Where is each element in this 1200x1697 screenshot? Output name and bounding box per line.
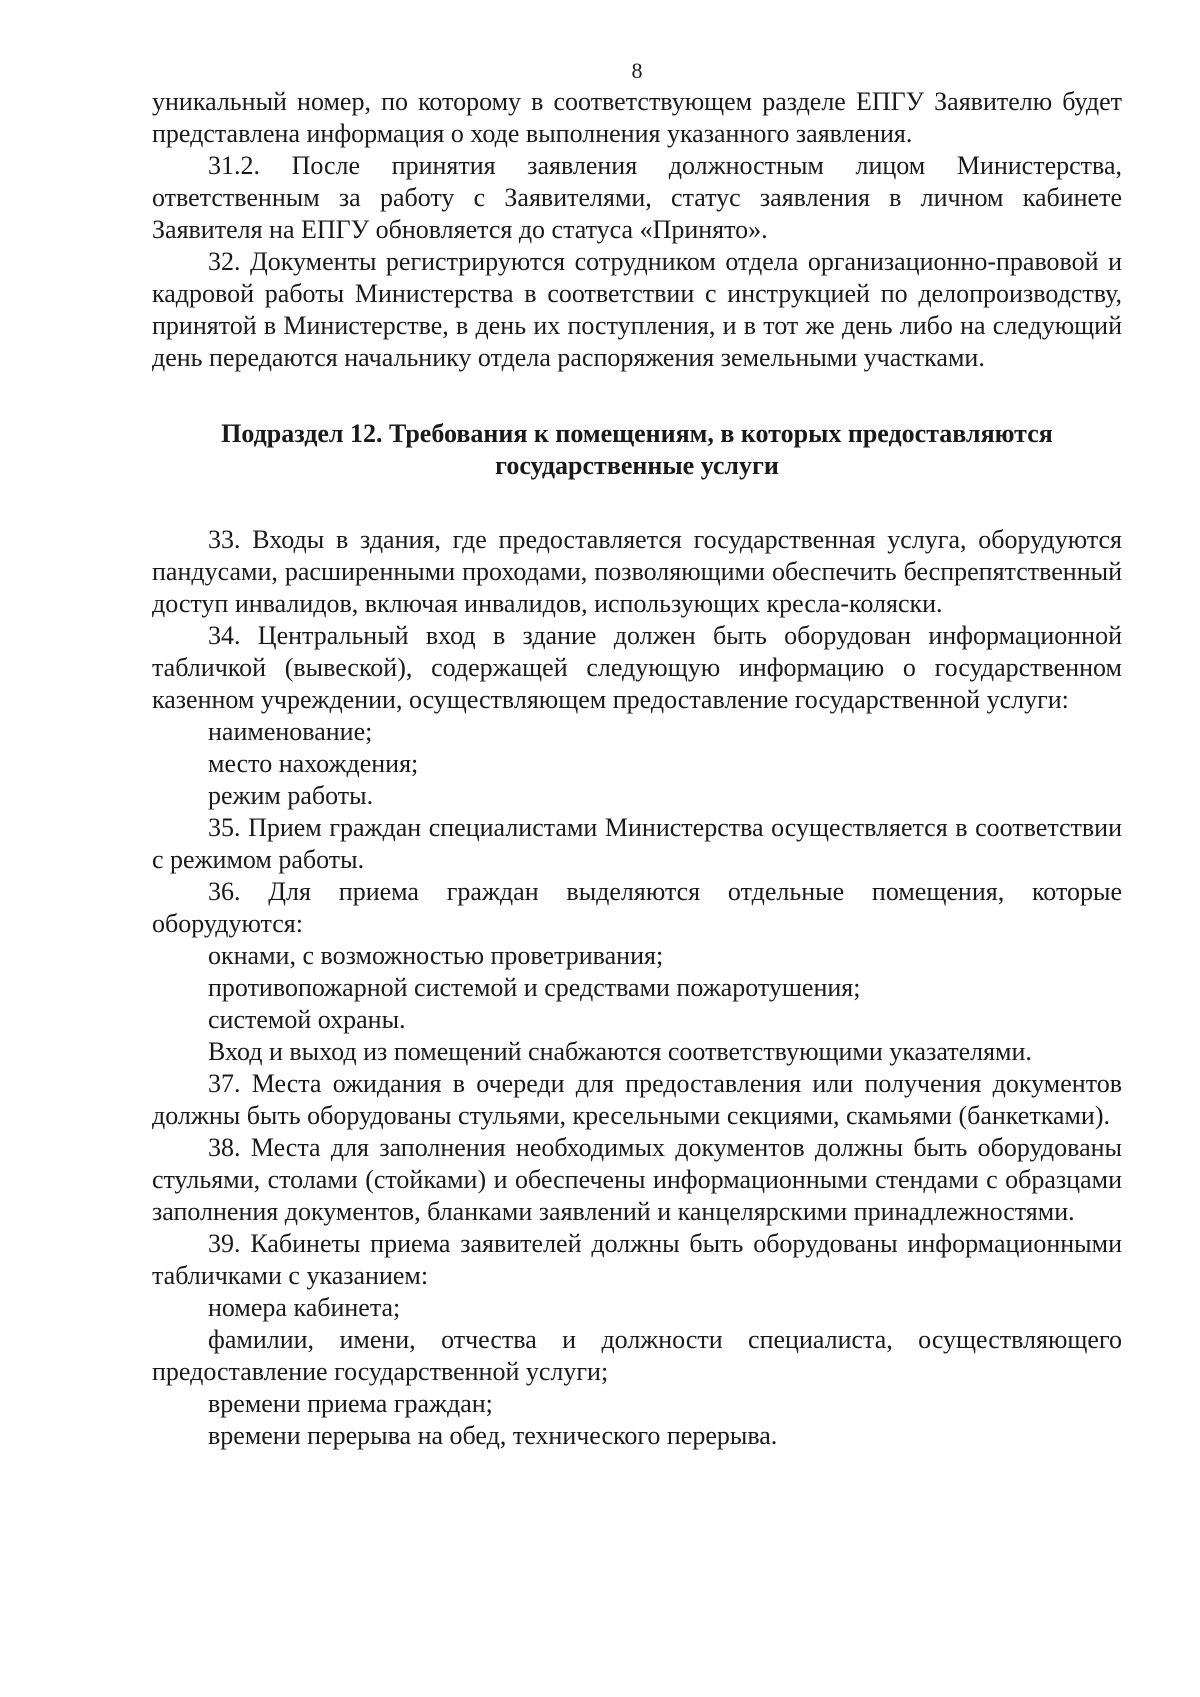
list-item: окнами, с возможностью проветривания;	[208, 941, 664, 970]
paragraph-36-note: Вход и выход из помещений снабжаются соответствующими указателями.	[208, 1037, 1032, 1066]
document-page	[152, 56, 1122, 1452]
list-item: место нахождения;	[208, 749, 419, 778]
section-title	[152, 418, 1122, 482]
paragraph-34: 34. Центральный вход в здание должен быть оборудован информационной табличкой (вывеской), содержащей следующую информацию о государственном казенном учреждении, осуществляющем предоставление государственной услуги:	[152, 621, 1122, 714]
list-item: времени перерыва на обед, технического перерыва.	[208, 1421, 778, 1450]
list-item: режим работы.	[208, 781, 374, 810]
paragraph-31-2: 31.2. После принятия заявления должностным лицом Министерства, ответственным за работу с Заявителями, статус заявления в личном кабинете Заявителя на ЕПГУ обновляется до статуса «Принято».	[152, 151, 1122, 244]
paragraph-33: 33. Входы в здания, где предоставляется государственная услуга, оборудуются пандусами, расширенными проходами, позволяющими обеспечить беспрепятственный доступ инвалидов, включая инвалидов, использующих кресла-коляски.	[152, 525, 1122, 618]
list-item: противопожарной системой и средствами пожаротушения;	[208, 973, 861, 1002]
list-item: фамилии, имени, отчества и должности специалиста, осуществляющего предоставление государственной услуги;	[152, 1325, 1122, 1386]
paragraph-38: 38. Места для заполнения необходимых документов должны быть оборудованы стульями, столами (стойками) и обеспечены информационными стендами с образцами заполнения документов, бланками заявлений и канцелярскими принадлежностями.	[152, 1133, 1122, 1226]
section-title-line-1: Подраздел 12. Требования к помещениям, в которых предоставляются	[221, 419, 1053, 448]
page-number: 8	[631, 58, 643, 83]
paragraph-36: 36. Для приема граждан выделяются отдельные помещения, которые оборудуются:	[152, 877, 1122, 938]
paragraph-35: 35. Прием граждан специалистами Министерства осуществляется в соответствии с режимом работы.	[152, 813, 1122, 874]
section-title-line-2: государственные услуги	[495, 451, 779, 480]
paragraph-32: 32. Документы регистрируются сотрудником отдела организационно-правовой и кадровой работы Министерства в соответствии с инструкцией по делопроизводству, принятой в Министерстве, в день их поступления, и в тот же день либо на следующий день передаются начальнику отдела распоряжения земельными участками.	[152, 247, 1122, 372]
list-item: системой охраны.	[208, 1005, 406, 1034]
paragraph-31-1-continuation: уникальный номер, по которому в соответствующем разделе ЕПГУ Заявителю будет представлена информация о ходе выполнения указанного заявления.	[152, 87, 1122, 148]
list-item: наименование;	[208, 717, 373, 746]
paragraph-39: 39. Кабинеты приема заявителей должны быть оборудованы информационными табличками с указанием:	[152, 1229, 1122, 1290]
list-item: времени приема граждан;	[208, 1389, 493, 1418]
paragraph-37: 37. Места ожидания в очереди для предоставления или получения документов должны быть оборудованы стульями, кресельными секциями, скамьями (банкетками).	[152, 1069, 1122, 1130]
list-item: номера кабинета;	[208, 1293, 401, 1322]
